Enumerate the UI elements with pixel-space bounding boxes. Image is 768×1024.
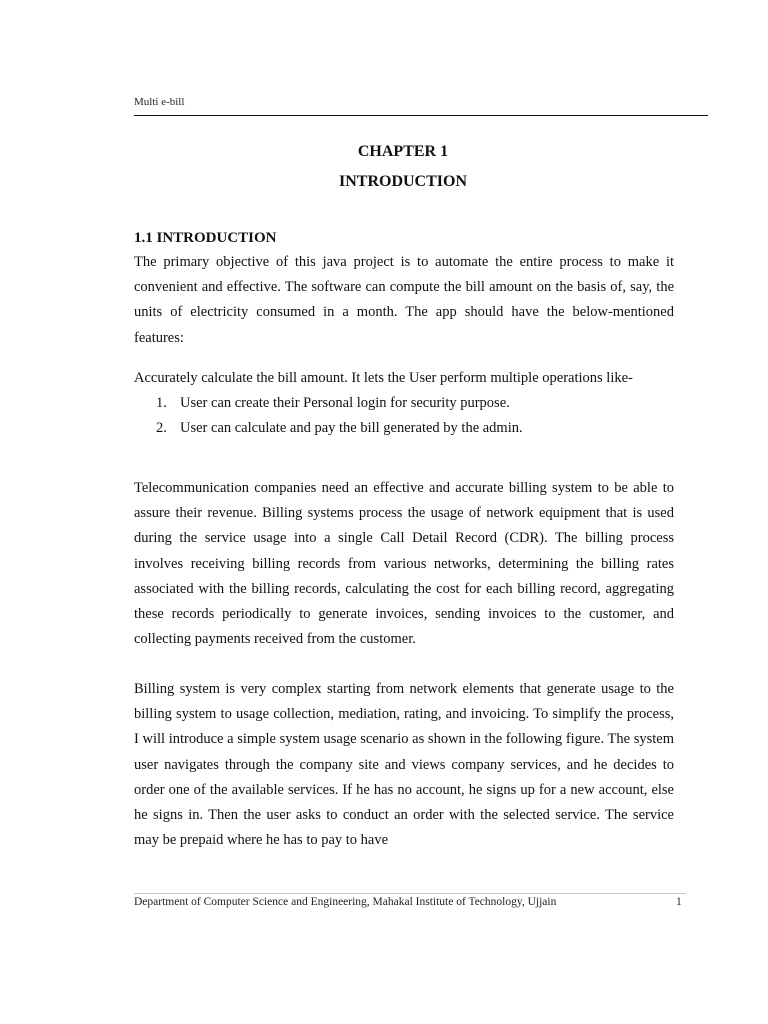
paragraph-telecom-billing: Telecommunication companies need an effective and accurate billing system to be able to assure their revenue. Billing systems process the usage of network equipment that is used during the service usage into a single Call Detail Record (CDR). The billing process involves receiving billing records from various networks, determining the billing rates associated with the billing records, calculating the cost for each billing record, aggregating these records periodically to generate invoices, sending invoices to the customer, and collecting payments received from the customer. <box>134 480 674 648</box>
running-header: Multi e-bill <box>134 96 185 108</box>
footer-divider <box>134 893 686 894</box>
list-item <box>156 416 523 441</box>
page-number: 1 <box>676 896 682 908</box>
footer-department: Department of Computer Science and Engineering, Mahakal Institute of Technology, Ujjain <box>134 896 557 908</box>
list-item-text: User can create their Personal login for security purpose. <box>180 395 510 411</box>
chapter-title: INTRODUCTION <box>338 173 467 190</box>
section-heading: 1.1 INTRODUCTION <box>134 230 277 246</box>
paragraph-objective: The primary objective of this java project is to automate the entire process to make it convenient and effective. The software can compute the bill amount on the basis of, say, the units of electricity consumed in a month. The app should have the below-mentioned features: <box>134 254 674 346</box>
list-item-text: User can calculate and pay the bill generated by the admin. <box>180 420 523 436</box>
chapter-number: CHAPTER 1 <box>357 143 449 160</box>
list-item <box>156 391 523 416</box>
header-divider <box>134 115 708 116</box>
list-item-number: 2. <box>156 420 167 436</box>
paragraph-billing-system: Billing system is very complex starting from network elements that generate usage to the billing system to usage collection, mediation, rating, and invoicing. To simplify the process, I will introduce a simple system usage scenario as shown in the following figure. The system user navigates through the company site and views company services, and he decides to order one of the available services. If he has no account, he signs up for a new account, else he signs in. Then the user asks to conduct an order with the selected service. The service may be prepaid where he has to pay to have <box>134 681 674 849</box>
list-item-number: 1. <box>156 395 167 411</box>
feature-list <box>156 391 523 441</box>
paragraph-features-intro: Accurately calculate the bill amount. It lets the User perform multiple operations like- <box>134 370 633 386</box>
